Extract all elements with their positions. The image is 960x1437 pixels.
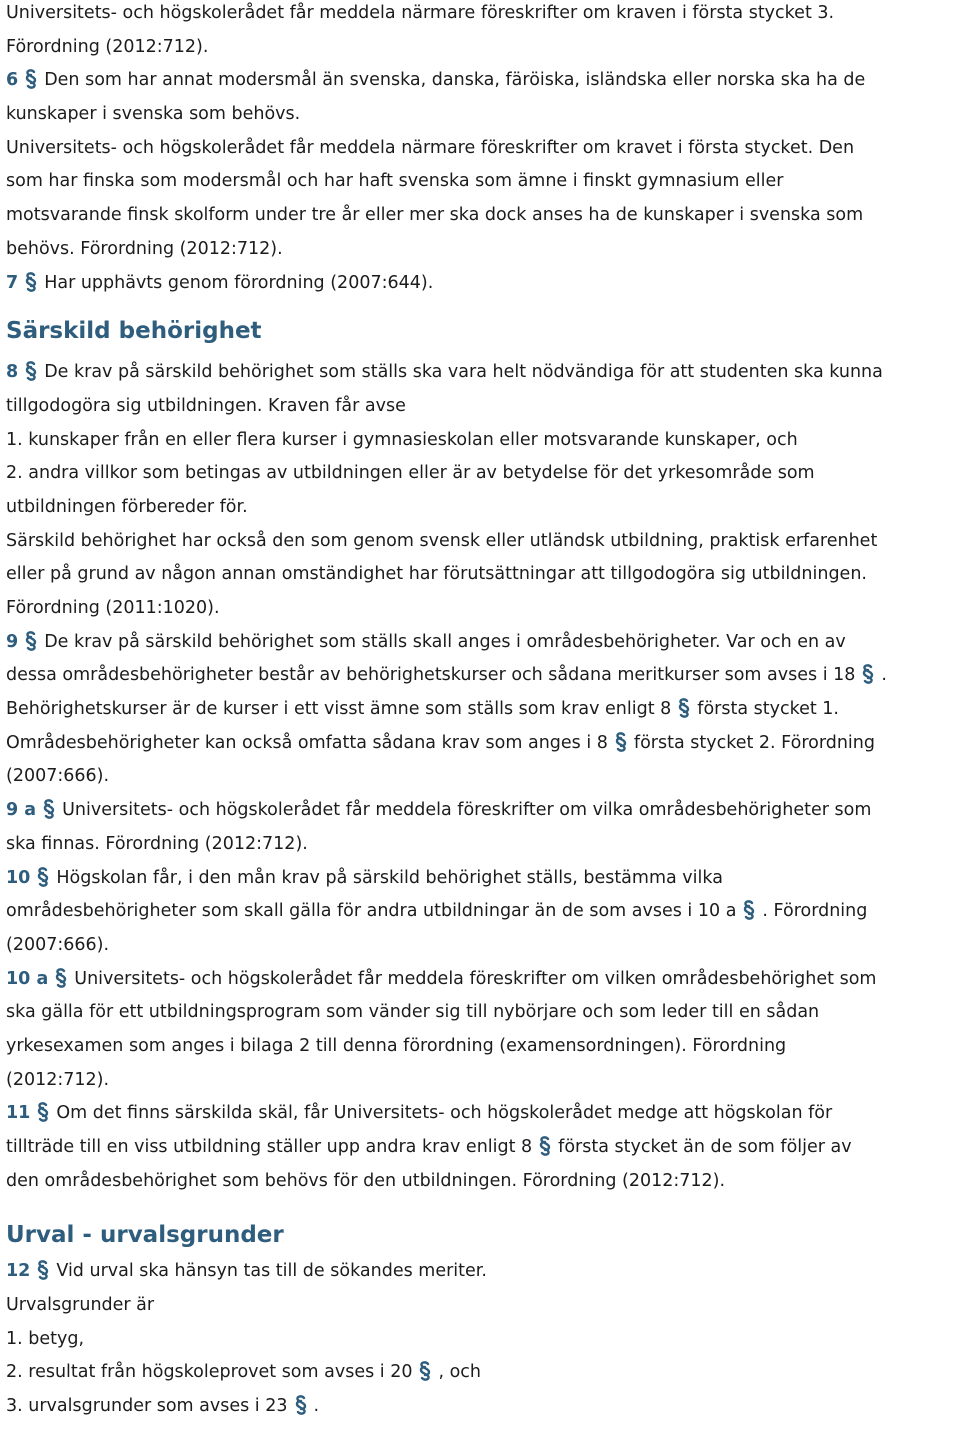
text-line: Urvalsgrunder är — [6, 1295, 155, 1316]
text-line: ska finnas. Förordning (2012:712). — [6, 833, 308, 854]
text-line: ska gälla för ett utbildningsprogram som vänder sig till nybörjare och som leder till en sådan — [6, 1002, 820, 1023]
text-line: motsvarande finsk skolform under tre år eller mer ska dock anses ha de kunskaper i svenska som — [6, 205, 864, 226]
list-item: 2. resultat från högskoleprovet som avses i 20 , och — [6, 1362, 482, 1383]
paragraph-10a: 10 a Universitets- och högskolerådet får meddela föreskrifter om vilken områdesbehörighet som — [6, 968, 877, 989]
text-line: Universitets- och högskolerådet får meddela närmare föreskrifter om kravet i första stycket. Den — [6, 137, 855, 158]
paragraph-10: 10 Högskolan får, i den mån krav på särskild behörighet ställs, bestämma vilka — [6, 867, 723, 888]
paragraph-12: 12 Vid urval ska hänsyn tas till de sökandes meriter. — [6, 1261, 487, 1282]
section-sign-icon — [677, 698, 691, 718]
text-line: som har finska som modersmål och har haft svenska som ämne i finskt gymnasium eller — [6, 171, 784, 192]
section-sign-icon — [861, 664, 875, 684]
paragraph-11: 11 Om det finns särskilda skäl, får Universitets- och högskolerådet medge att högskolan för — [6, 1103, 833, 1124]
section-sign-icon — [36, 867, 50, 887]
section-sign-icon — [24, 631, 38, 651]
paragraph-number-link[interactable]: 9 a — [6, 800, 37, 821]
section-sign-icon — [24, 69, 38, 89]
text-line: eller på grund av någon annan omständighet har förutsättningar att tillgodogöra sig utbildningen. — [6, 564, 867, 585]
text-line: Förordning (2012:712). — [6, 36, 209, 57]
text-line: (2012:712). — [6, 1069, 110, 1090]
section-heading: Särskild behörighet — [6, 318, 262, 345]
text-line: yrkesexamen som anges i bilaga 2 till denna förordning (examensordningen). Förordning — [6, 1035, 787, 1056]
text-line: Områdesbehörigheter kan också omfatta sådana krav som anges i 8 första stycket 2. Förordning — [6, 732, 875, 753]
text-line: Behörighetskurser är de kurser i ett visst ämne som ställs som krav enligt 8 första stycket 1. — [6, 699, 839, 720]
list-item: 2. andra villkor som betingas av utbildningen eller är av betydelse för det yrkesområde som — [6, 463, 815, 484]
text-line: (2007:666). — [6, 934, 110, 955]
list-item: 1. kunskaper från en eller flera kurser i gymnasieskolan eller motsvarande kunskaper, och — [6, 429, 798, 450]
paragraph-number-link[interactable]: 10 — [6, 867, 31, 888]
paragraph-number-link[interactable]: 6 — [6, 70, 19, 91]
section-sign-icon — [24, 361, 38, 381]
text-line: dessa områdesbehörigheter består av behörighetskurser och sådana meritkurser som avses i 18 . — [6, 665, 887, 686]
paragraph-6: 6 Den som har annat modersmål än svenska, danska, färöiska, isländska eller norska ska ha de — [6, 70, 866, 91]
text-line: Särskild behörighet har också den som genom svensk eller utländsk utbildning, praktisk erfarenhet — [6, 530, 878, 551]
text-line: (2007:666). — [6, 766, 110, 787]
paragraph-9: 9 De krav på särskild behörighet som ställs skall anges i områdesbehörigheter. Var och en av — [6, 631, 846, 652]
paragraph-number-link[interactable]: 10 a — [6, 968, 49, 989]
section-sign-icon — [614, 732, 628, 752]
paragraph-number-link[interactable]: 9 — [6, 631, 19, 652]
paragraph-7: 7 Har upphävts genom förordning (2007:644). — [6, 272, 434, 293]
section-sign-icon — [36, 1260, 50, 1280]
section-heading: Urval - urvalsgrunder — [6, 1222, 284, 1249]
section-sign-icon — [54, 968, 68, 988]
text-line: utbildningen förbereder för. — [6, 496, 248, 517]
paragraph-9a: 9 a Universitets- och högskolerådet får meddela föreskrifter om vilka områdesbehörigheter som — [6, 800, 872, 821]
paragraph-number-link[interactable]: 8 — [6, 362, 19, 383]
paragraph-number-link[interactable]: 7 — [6, 272, 19, 293]
section-sign-icon — [538, 1136, 552, 1156]
text-line: behövs. Förordning (2012:712). — [6, 238, 283, 259]
paragraph-8: 8 De krav på särskild behörighet som ställs ska vara helt nödvändiga för att studenten ska kunna — [6, 362, 883, 383]
paragraph-number-link[interactable]: 12 — [6, 1261, 31, 1282]
text-line: tillträde till en viss utbildning ställer upp andra krav enligt 8 första stycket än de som följer av — [6, 1137, 852, 1157]
section-sign-icon — [294, 1395, 308, 1415]
section-sign-icon — [418, 1361, 432, 1381]
list-item: 3. urvalsgrunder som avses i 23 . — [6, 1396, 320, 1417]
text-line: områdesbehörigheter som skall gälla för andra utbildningar än de som avses i 10 a . Förordning — [6, 901, 868, 922]
list-item: 1. betyg, — [6, 1328, 85, 1349]
text-line: Förordning (2011:1020). — [6, 598, 220, 618]
paragraph-number-link[interactable]: 11 — [6, 1103, 31, 1124]
text-line: kunskaper i svenska som behövs. — [6, 104, 301, 125]
section-sign-icon — [36, 1102, 50, 1122]
text-line: den områdesbehörighet som behövs för den utbildningen. Förordning (2012:712). — [6, 1170, 726, 1191]
text-line: tillgodogöra sig utbildningen. Kraven får avse — [6, 395, 406, 416]
section-sign-icon — [24, 272, 38, 292]
section-sign-icon — [742, 900, 756, 920]
text-line: Universitets- och högskolerådet får meddela närmare föreskrifter om kraven i första stycket 3. — [6, 3, 835, 23]
section-sign-icon — [42, 799, 56, 819]
